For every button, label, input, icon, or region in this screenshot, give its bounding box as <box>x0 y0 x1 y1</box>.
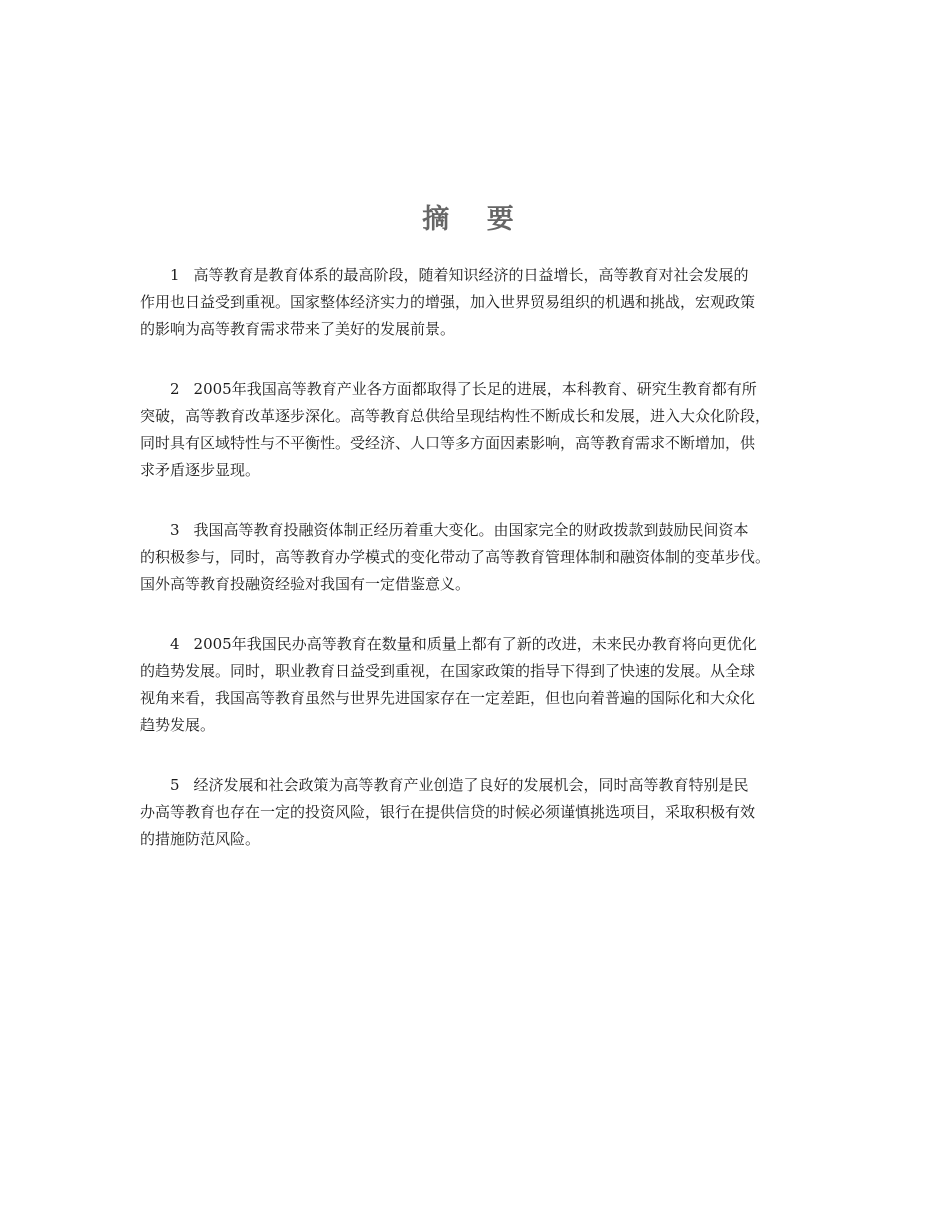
paragraph-number: 5 <box>170 776 180 794</box>
paragraph-line <box>140 631 820 658</box>
paragraph-text: 我国高等教育投融资体制正经历着重大变化。由国家完全的财政拨款到鼓励民间资本 <box>193 521 749 539</box>
paragraph-line <box>140 376 820 403</box>
paragraph-line: 国外高等教育投融资经验对我国有一定借鉴意义。 <box>140 575 471 593</box>
paragraph-text: 高等教育是教育体系的最高阶段，随着知识经济的日益增长，高等教育对社会发展的 <box>193 266 749 284</box>
abstract-body <box>140 262 820 886</box>
paragraph-number: 1 <box>170 266 180 284</box>
paragraph-number: 4 <box>170 635 180 653</box>
paragraph-line: 作用也日益受到重视。国家整体经济实力的增强，加入世界贸易组织的机遇和挑战，宏观政策 <box>140 293 756 311</box>
paragraph-line <box>140 517 820 544</box>
paragraph-1 <box>140 262 820 343</box>
page-title: 摘 要 <box>422 204 528 235</box>
paragraph-5 <box>140 772 820 853</box>
paragraph-line <box>140 262 820 289</box>
paragraph-line: 的措施防范风险。 <box>140 830 261 848</box>
paragraph-line: 同时具有区域特性与不平衡性。受经济、人口等多方面因素影响，高等教育需求不断增加，供 <box>140 434 756 452</box>
paragraph-line: 趋势发展。 <box>140 716 216 734</box>
paragraph-number: 2 <box>170 380 180 398</box>
paragraph-line: 突破，高等教育改革逐步深化。高等教育总供给呈现结构性不断成长和发展，进入大众化阶段， <box>140 407 771 425</box>
paragraph-line: 求矛盾逐步显现。 <box>140 461 261 479</box>
paragraph-line: 的影响为高等教育需求带来了美好的发展前景。 <box>140 320 456 338</box>
paragraph-line: 的积极参与，同时，高等教育办学模式的变化带动了高等教育管理体制和融资体制的变革步伐。 <box>140 548 771 566</box>
paragraph-3 <box>140 517 820 598</box>
paragraph-text: 2005年我国民办高等教育在数量和质量上都有了新的改进，未来民办教育将向更优化 <box>193 635 757 653</box>
paragraph-text: 经济发展和社会政策为高等教育产业创造了良好的发展机会，同时高等教育特别是民 <box>193 776 749 794</box>
paragraph-text: 2005年我国高等教育产业各方面都取得了长足的进展，本科教育、研究生教育都有所 <box>193 380 757 398</box>
paragraph-line: 办高等教育也存在一定的投资风险，银行在提供信贷的时候必须谨慎挑选项目，采取积极有效 <box>140 803 756 821</box>
paragraph-line: 的趋势发展。同时，职业教育日益受到重视，在国家政策的指导下得到了快速的发展。从全球 <box>140 662 756 680</box>
paragraph-line: 视角来看，我国高等教育虽然与世界先进国家存在一定差距，但也向着普遍的国际化和大众化 <box>140 689 756 707</box>
paragraph-4 <box>140 631 820 739</box>
paragraph-number: 3 <box>170 521 180 539</box>
paragraph-line <box>140 772 820 799</box>
paragraph-2 <box>140 376 820 484</box>
